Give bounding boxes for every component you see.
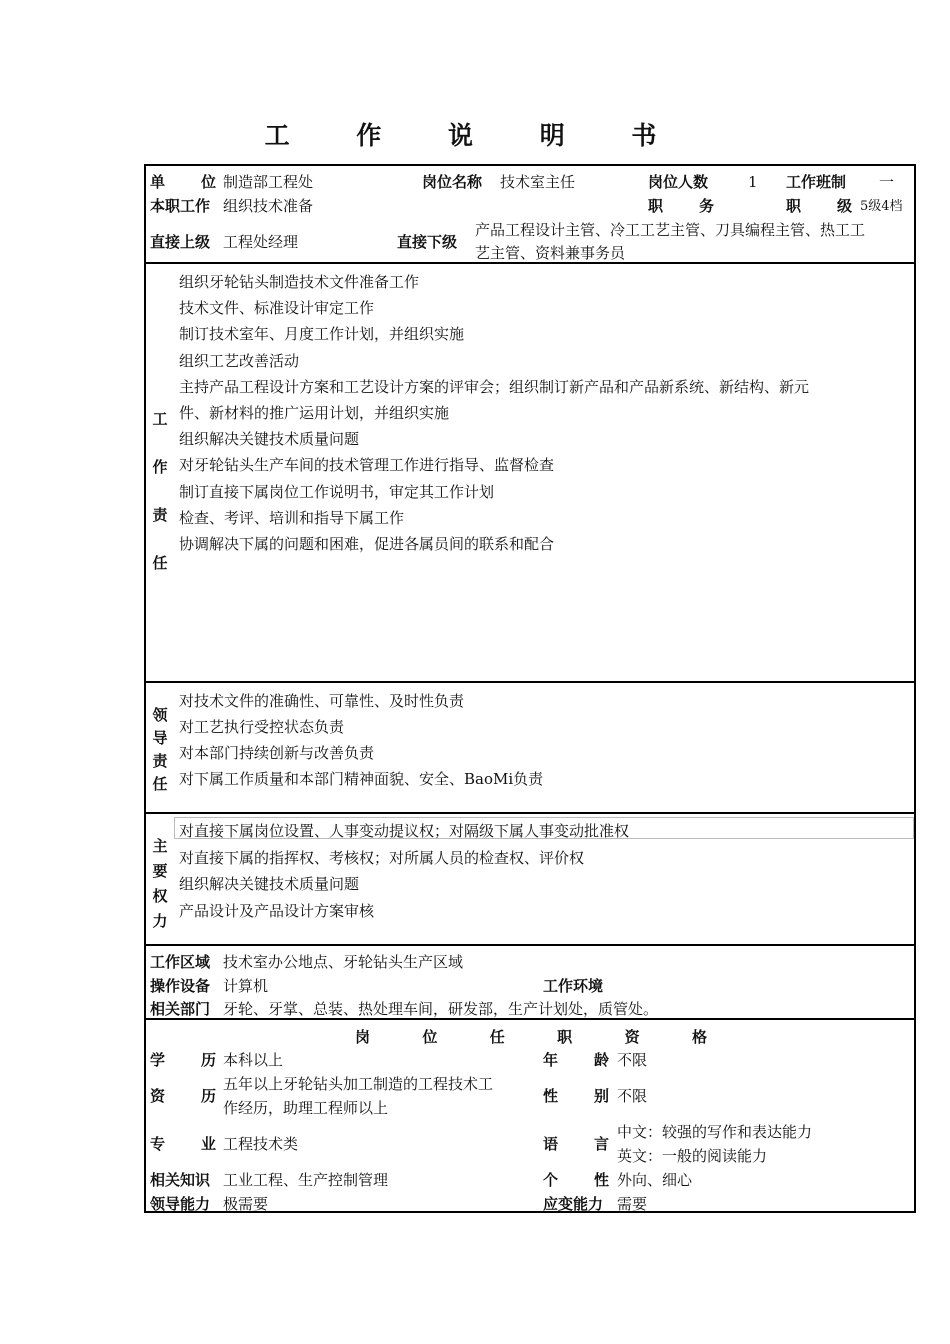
adaptability-value: 需要 (617, 1195, 648, 1213)
own-work-value: 组织技术准备 (223, 197, 314, 215)
education-label: 学 历 (150, 1051, 216, 1069)
equipment-label: 操作设备 (150, 977, 211, 995)
equipment-value: 计算机 (223, 977, 269, 995)
subordinate-label: 直接下级 (397, 233, 458, 251)
leadership-ability-value: 极需要 (223, 1195, 269, 1213)
headcount-value: 1 (748, 173, 758, 191)
duty-item: 主持产品工程设计方案和工艺设计方案的评审会；组织制订新产品和产品新系统、新结构、新元 (179, 377, 810, 396)
language-label: 语 言 (543, 1135, 609, 1153)
duty-item: 组织工艺改善活动 (179, 351, 300, 370)
superior-value: 工程处经理 (223, 233, 299, 251)
age-label: 年 龄 (543, 1051, 609, 1069)
duty-item: 制订技术室年、月度工作计划，并组织实施 (179, 325, 465, 344)
subordinate-value-line-1: 产品工程设计主管、冷工工艺主管、刀具编程主管、热工工 (475, 221, 866, 239)
duty-item: 技术文件、标准设计审定工作 (179, 299, 375, 318)
duty-item: 对牙轮钻头生产车间的技术管理工作进行指导、监督检查 (179, 456, 555, 475)
position-name-label: 岗位名称 (422, 173, 483, 191)
personality-label: 个 性 (543, 1171, 609, 1189)
duty-item: 组织解决关键技术质量问题 (179, 430, 360, 449)
subordinate-value-line-2: 艺主管、资料兼事务员 (475, 244, 626, 262)
leadership-list (179, 688, 543, 792)
knowledge-label: 相关知识 (150, 1171, 211, 1189)
duty-item: 协调解决下属的问题和困难，促进各属员间的联系和配合 (179, 535, 555, 554)
leadership-item: 对本部门持续创新与改善负责 (179, 744, 375, 762)
work-area-label: 工作区域 (150, 953, 211, 971)
work-environment-label: 工作环境 (543, 977, 604, 995)
authority-item: 产品设计及产品设计方案审核 (179, 901, 375, 920)
leadership-ability-label: 领导能力 (150, 1195, 211, 1213)
gender-value: 不限 (617, 1087, 648, 1105)
leadership-item: 对工艺执行受控状态负责 (179, 718, 345, 736)
unit-value: 制造部工程处 (223, 173, 314, 191)
own-work-label: 本职工作 (150, 197, 211, 215)
experience-label: 资 历 (150, 1087, 216, 1105)
headcount-label: 岗位人数 (648, 173, 709, 191)
duties-label: 工 作 责 任 (152, 410, 168, 572)
leadership-item: 对下属工作质量和本部门精神面貌、安全、BaoMi负责 (179, 770, 544, 788)
duties-list (179, 269, 809, 557)
authority-item: 组织解决关键技术质量问题 (179, 875, 360, 893)
adaptability-label: 应变能力 (543, 1195, 604, 1213)
work-area-value: 技术室办公地点、牙轮钻头生产区域 (223, 953, 464, 971)
grade-label: 职 级 (786, 197, 852, 215)
education-value: 本科以上 (223, 1051, 284, 1069)
duty-item: 制订直接下属岗位工作说明书，审定其工作计划 (179, 482, 495, 501)
divider-duties (144, 681, 916, 683)
language-value-line-1: 中文：较强的写作和表达能力 (617, 1123, 813, 1141)
experience-value-line-1: 五年以上牙轮钻头加工制造的工程技术工 (223, 1075, 494, 1093)
major-label: 专 业 (150, 1135, 216, 1153)
language-value-line-2: 英文：一般的阅读能力 (617, 1147, 768, 1165)
leadership-item: 对技术文件的准确性、可靠性、及时性负责 (179, 692, 465, 710)
superior-label: 直接上级 (150, 233, 211, 251)
related-dept-value: 牙轮、牙掌、总装、热处理车间，研发部，生产计划处，质管处。 (223, 1000, 659, 1018)
unit-label: 单 位 (150, 173, 216, 191)
divider-leadership (144, 812, 916, 814)
leadership-label: 领 导 责 任 (152, 706, 168, 793)
duty-item: 组织牙轮钻头制造技术文件准备工作 (179, 273, 420, 291)
authority-list (179, 818, 629, 924)
shift-value: 一 (879, 173, 895, 191)
experience-value-line-2: 作经历，助理工程师以上 (223, 1099, 389, 1117)
major-value: 工程技术类 (223, 1135, 299, 1153)
age-value: 不限 (617, 1051, 648, 1069)
divider-authority (144, 944, 916, 946)
position-name-value: 技术室主任 (500, 173, 576, 191)
gender-label: 性 别 (543, 1087, 609, 1105)
authority-label: 主 要 权 力 (152, 837, 168, 930)
grade-value: 5级4档 (860, 199, 903, 214)
personality-value: 外向、细心 (617, 1171, 693, 1189)
duty-item: 检查、考评、培训和指导下属工作 (179, 508, 405, 527)
shift-label: 工作班制 (786, 173, 847, 191)
document-title: 工 作 说 明 书 (264, 121, 686, 150)
related-dept-label: 相关部门 (150, 1000, 211, 1018)
authority-item: 对直接下属的指挥权、考核权；对所属人员的检查权、评价权 (179, 848, 585, 867)
post-label: 职 务 (648, 197, 714, 215)
knowledge-value: 工业工程、生产控制管理 (223, 1171, 389, 1189)
qualifications-heading: 岗 位 任 职 资 格 (355, 1028, 707, 1046)
duty-item: 件、新材料的推广运用计划，并组织实施 (179, 404, 450, 423)
authority-item: 对直接下属岗位设置、人事变动提议权；对隔级下属人事变动批准权 (179, 822, 630, 840)
